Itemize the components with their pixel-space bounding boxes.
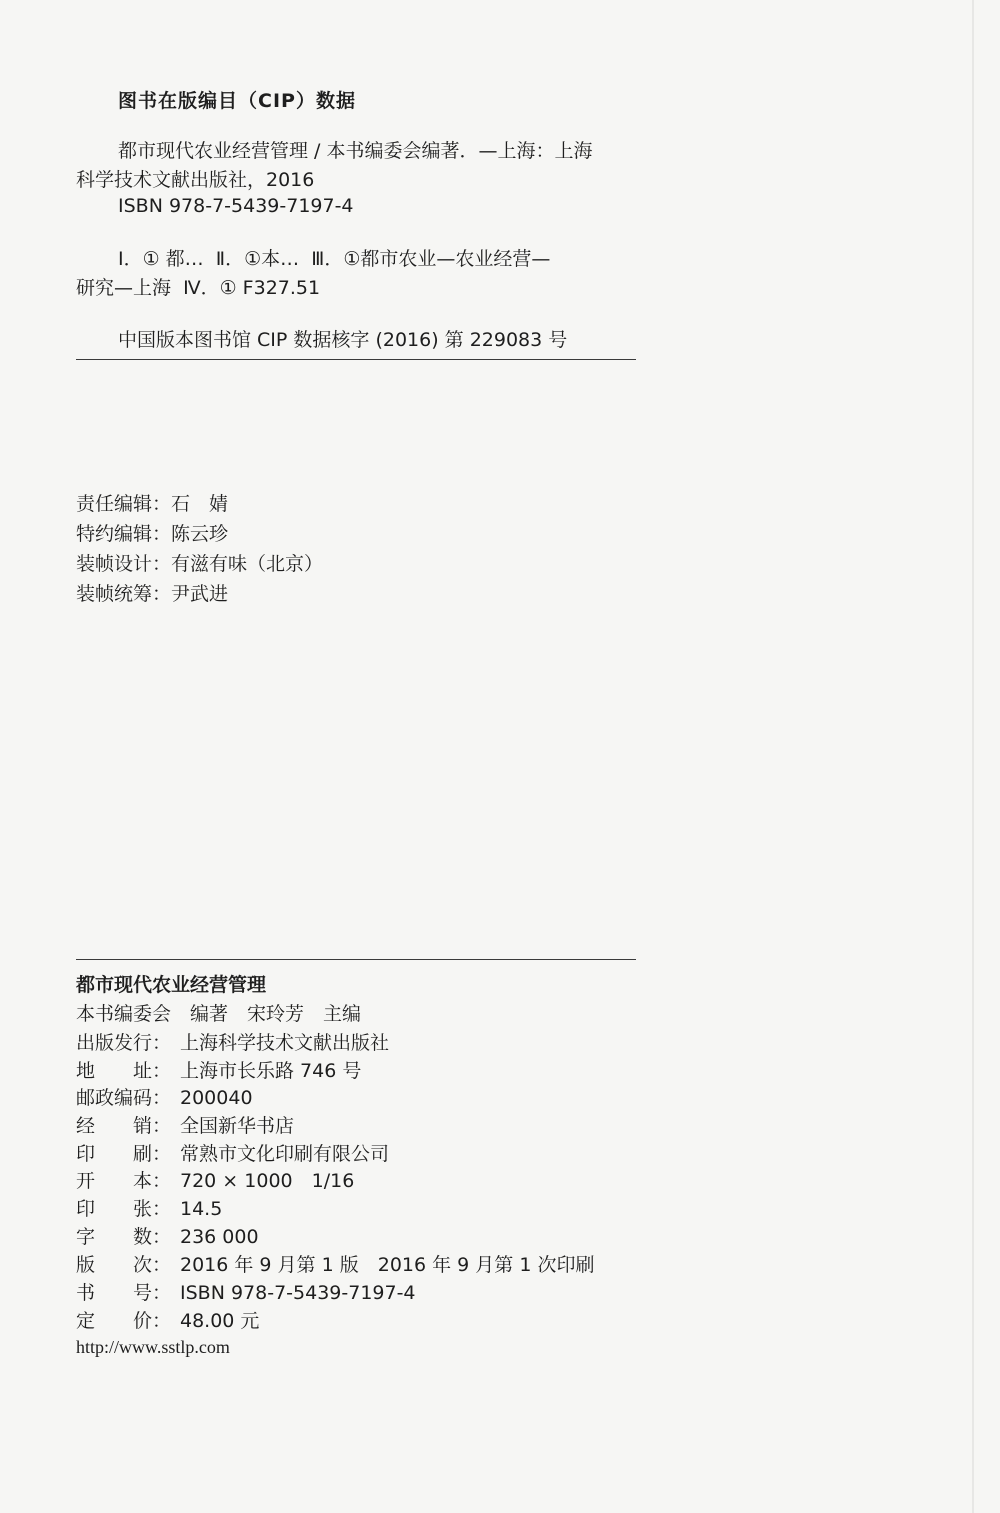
imprint-value: 2016 年 9 月第 1 版 2016 年 9 月第 1 次印刷 — [180, 1254, 595, 1276]
publisher-url: http://www.sstlp.com — [76, 1337, 230, 1357]
imprint-label: 邮政编码： — [76, 1087, 172, 1109]
staff-row — [76, 519, 228, 546]
imprint-row — [76, 1166, 354, 1193]
imprint-row — [76, 1222, 259, 1249]
imprint-label: 出版发行： — [76, 1032, 172, 1054]
imprint-value: 200040 — [180, 1087, 253, 1109]
show-through-decoration — [420, 340, 828, 477]
staff-value: 陈云珍 — [171, 523, 229, 545]
imprint-divider — [76, 959, 636, 960]
page-edge-shadow — [972, 0, 974, 1513]
cip-isbn: ISBN 978-7-5439-7197-4 — [118, 195, 354, 217]
imprint-row — [76, 1278, 416, 1305]
cip-line-2: 科学技术文献出版社，2016 — [76, 169, 315, 191]
staff-value: 石 婧 — [171, 493, 229, 515]
imprint-label: 经 销： — [76, 1115, 172, 1137]
staff-label: 装帧统筹： — [76, 583, 172, 605]
imprint-value: 上海市长乐路 746 号 — [180, 1060, 362, 1082]
imprint-row — [76, 1111, 294, 1138]
staff-value: 尹武进 — [171, 583, 229, 605]
imprint-label: 印 刷： — [76, 1143, 172, 1165]
imprint-value: 上海科学技术文献出版社 — [180, 1032, 390, 1054]
imprint-label: 字 数： — [76, 1226, 172, 1248]
imprint-value: 常熟市文化印刷有限公司 — [180, 1143, 390, 1165]
cip-title: 图书在版编目（CIP）数据 — [118, 90, 356, 112]
imprint-value: ISBN 978-7-5439-7197-4 — [180, 1282, 416, 1304]
staff-row — [76, 489, 228, 516]
cip-class-line-1: Ⅰ．① 都… Ⅱ．①本… Ⅲ．①都市农业—农业经营— — [118, 248, 551, 270]
imprint-row — [76, 1194, 222, 1221]
imprint-label: 书 号： — [76, 1282, 172, 1304]
imprint-label: 定 价： — [76, 1310, 172, 1332]
cip-line-1: 都市现代农业经营管理 / 本书编委会编著．—上海：上海 — [118, 140, 593, 162]
staff-row — [76, 579, 228, 606]
staff-row — [76, 549, 323, 576]
imprint-label: 版 次： — [76, 1254, 172, 1276]
imprint-row — [76, 1083, 253, 1110]
imprint-row — [76, 1250, 594, 1277]
imprint-value: 全国新华书店 — [180, 1115, 295, 1137]
imprint-row — [76, 1139, 389, 1166]
imprint-value: 14.5 — [180, 1198, 223, 1220]
staff-label: 装帧设计： — [76, 553, 172, 575]
imprint-row — [76, 1306, 259, 1333]
imprint-authors: 本书编委会 编著 宋玲芳 主编 — [76, 1003, 362, 1025]
imprint-label: 开 本： — [76, 1170, 172, 1192]
imprint-book-title: 都市现代农业经营管理 — [76, 974, 267, 996]
cip-library-note: 中国版本图书馆 CIP 数据核字 (2016) 第 229083 号 — [118, 329, 568, 351]
imprint-value: 720 × 1000 1/16 — [180, 1170, 355, 1192]
imprint-value: 236 000 — [180, 1226, 259, 1248]
imprint-row — [76, 1028, 389, 1055]
imprint-value: 48.00 元 — [180, 1310, 260, 1332]
imprint-row — [76, 1056, 361, 1083]
staff-value: 有滋有味（北京） — [171, 553, 324, 575]
imprint-label: 地 址： — [76, 1060, 172, 1082]
cip-class-line-2: 研究—上海 Ⅳ．① F327.51 — [76, 277, 321, 299]
staff-label: 特约编辑： — [76, 523, 172, 545]
cip-divider — [76, 359, 636, 360]
imprint-label: 印 张： — [76, 1198, 172, 1220]
staff-label: 责任编辑： — [76, 493, 172, 515]
